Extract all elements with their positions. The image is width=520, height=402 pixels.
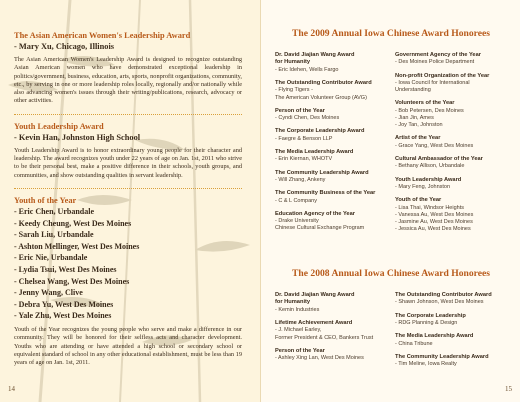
award-name: Non-profit Organization of the Year — [395, 72, 490, 79]
award-name: Person of the Year — [275, 107, 325, 114]
list-item: - Keedy Cheung, West Des Moines — [14, 218, 132, 228]
honoree-entry — [395, 197, 507, 233]
list-item: - Yale Zhu, West Des Moines — [14, 311, 112, 321]
honoree-name: - C & L Company — [275, 197, 317, 204]
left-column — [14, 30, 242, 367]
honoree-name: - Mary Feng, Johnston — [395, 184, 451, 191]
honoree-entry — [395, 292, 507, 307]
list-item: - Eric Nie, Urbandale — [14, 253, 88, 263]
honoree-name: - Flying Tigers - — [275, 87, 313, 94]
honoree-name: - Will Zhang, Ankeny — [275, 177, 326, 184]
honoree-entry — [395, 333, 507, 348]
award-name: The Corporate Leadership — [395, 312, 466, 319]
award-description-youth-leadership: Youth Leadership Award is to honor extraordinary young people for their character and leadership. The award recognizes youth under 22 years of age on Jan. 1st, 2011 who strive to be their personal best, make a positive difference in their schools, youth groups, and communities, and show outstanding qualities in servant leadership. — [14, 146, 242, 179]
honoree-name: - Lisa Thai, Windsor Heights — [395, 204, 464, 211]
right-page — [260, 0, 520, 402]
award-name: The Community Leadership Award — [275, 169, 369, 176]
honoree-name: Former President & CEO, Bankers Trust — [275, 334, 374, 341]
award-name: The Community Business of the Year — [275, 190, 376, 197]
honoree-entry — [395, 100, 507, 129]
honoree-name: - Ashley Xing Lan, West Des Moines — [275, 355, 364, 362]
honoree-name: - Cyndi Chen, Des Moines — [275, 115, 340, 122]
award-name: for Humanity — [275, 59, 311, 66]
award-winner-youth-leadership: - Kevin Han, Johnston High School — [14, 132, 141, 142]
honoree-name: - Erin Kiernan, WHOTV — [275, 156, 333, 163]
honoree-entry — [395, 135, 507, 150]
honoree-entry — [275, 190, 387, 205]
honoree-entry — [275, 128, 387, 143]
honoree-name: - Joy Tan, Johnston — [395, 122, 443, 129]
honoree-entry — [395, 313, 507, 328]
list-item: - Ashton Mellinger, West Des Moines — [14, 241, 140, 251]
award-name: Cultural Ambassador of the Year — [395, 156, 483, 163]
dotted-divider — [14, 114, 242, 115]
award-name: Lifetime Achievement Award — [275, 320, 353, 327]
award-name: Youth of the Year — [395, 197, 442, 204]
list-item: - Jenny Wang, Clive — [14, 288, 83, 298]
honoree-name: - Tim Meline, Iowa Realty — [395, 361, 457, 368]
list-item: - Debra Yu, West Des Moines — [14, 299, 114, 309]
honorees-2009-grid — [275, 52, 507, 239]
dotted-divider — [14, 188, 242, 189]
award-name: Education Agency of the Year — [275, 210, 355, 217]
honoree-name: - Jessica Au, West Des Moines — [395, 226, 471, 233]
honoree-name: - RDG Planning & Design — [395, 320, 458, 327]
award-title-youth-of-year: Youth of the Year — [14, 195, 77, 205]
honoree-name: - Eric Idehen, Wells Fargo — [275, 66, 339, 73]
honorees-2008-left-column — [275, 292, 387, 374]
honoree-entry — [275, 170, 387, 185]
honoree-name: - Grace Yang, West Des Moines — [395, 142, 474, 149]
honoree-entry — [275, 320, 387, 342]
honoree-name: - Kemin Industries — [275, 306, 320, 313]
honoree-name: - Faegre & Benson LLP — [275, 135, 333, 142]
honorees-2008-grid — [275, 292, 507, 374]
award-name: The Community Leadership Award — [395, 353, 489, 360]
award-name: Dr. David Jiajian Wang Award — [275, 292, 355, 298]
honoree-name: - Bob Petersen, Des Moines — [395, 107, 464, 114]
award-title-youth-leadership: Youth Leadership Award — [14, 121, 104, 131]
award-name: The Corporate Leadership Award — [275, 128, 365, 135]
honoree-entry — [275, 80, 387, 102]
section-title-2009: The 2009 Annual Iowa Chinese Award Honorees — [292, 28, 490, 39]
honoree-entry — [275, 149, 387, 164]
honoree-entry — [275, 211, 387, 233]
page-number-left: 14 — [8, 385, 15, 393]
award-name: The Media Leadership Award — [395, 333, 474, 340]
honoree-name: Chinese Cultural Exchange Program — [275, 225, 365, 232]
list-item: - Chelsea Wang, West Des Moines — [14, 276, 130, 286]
section-title-2008: The 2008 Annual Iowa Chinese Award Honorees — [292, 268, 490, 279]
award-name: Dr. David Jiajian Wang Award — [275, 52, 355, 58]
honoree-name: - Iowa Council for International — [395, 80, 470, 87]
honorees-2009-left-column — [275, 52, 387, 239]
honoree-name: - China Tribune — [395, 340, 433, 347]
honoree-entry — [395, 177, 507, 192]
award-name: Artist of the Year — [395, 135, 441, 142]
honoree-entry — [275, 348, 387, 363]
honorees-2008-right-column — [395, 292, 507, 374]
award-title-women-leadership: The Asian American Women's Leadership Award — [14, 31, 191, 40]
award-name: for Humanity — [275, 299, 311, 306]
honoree-name: Understanding — [395, 87, 431, 94]
list-item: - Lydia Tsui, West Des Moines — [14, 264, 117, 274]
list-item: - Sarah Liu, Urbandale — [14, 230, 94, 240]
honoree-name: - Vanessa Au, West Des Moines — [395, 211, 474, 218]
honoree-entry — [395, 52, 507, 67]
honoree-name: - Jasmine Au, West Des Moines — [395, 219, 473, 226]
honoree-name: - J. Michael Earley, — [275, 327, 322, 334]
youth-of-year-list — [14, 206, 242, 322]
award-name: Youth Leadership Award — [395, 176, 462, 183]
honoree-name: The American Volunteer Group (AVG) — [275, 94, 367, 101]
honoree-entry — [395, 354, 507, 369]
honorees-2009-right-column — [395, 52, 507, 239]
award-description-youth-of-year: Youth of the Year recognizes the young people who serve and make a difference in our community. They will be honored for their selfless acts and character development. Youths who are attending or have attended a high school or secondary school or equivalent standard of school in any other educational establishment, must be less than 19 years of age on Jan. 1st, 2011. — [14, 325, 242, 367]
honoree-name: - Bethany Allison, Urbandale — [395, 163, 465, 170]
honoree-entry — [275, 108, 387, 123]
award-name: Government Agency of the Year — [395, 52, 481, 58]
award-name: Volunteers of the Year — [395, 100, 455, 107]
list-item: - Eric Chen, Urbandale — [14, 206, 94, 216]
honoree-entry — [395, 156, 507, 171]
honoree-entry — [395, 73, 507, 95]
honoree-name: - Shawn Johnson, West Des Moines — [395, 299, 484, 306]
award-name: Person of the Year — [275, 347, 325, 354]
honoree-entry — [275, 52, 387, 74]
award-description-women-leadership: The Asian American Women's Leadership Award is designed to recognize outstanding Asian American women who have demonstrated exceptional leadership in politics/government, business, education, arts, sports, nonprofit organizations, community, etc., by serving in one or more leadership roles locally, regionally and/or nationally while also advancing women's issues through their writing/publications, research, advocacy or other activities. — [14, 56, 242, 105]
honoree-entry — [275, 292, 387, 314]
award-name: The Outstanding Contributor Award — [275, 80, 372, 87]
honoree-name: - Des Moines Police Department — [395, 59, 475, 66]
award-name: The Media Leadership Award — [275, 149, 354, 156]
award-winner-women-leadership: - Mary Xu, Chicago, Illinois — [14, 42, 115, 51]
honoree-name: - Drake University — [275, 218, 319, 225]
page-number-right: 15 — [505, 385, 512, 393]
award-name: The Outstanding Contributor Award — [395, 292, 492, 298]
honoree-name: - Jian Jin, Ames — [395, 115, 434, 122]
